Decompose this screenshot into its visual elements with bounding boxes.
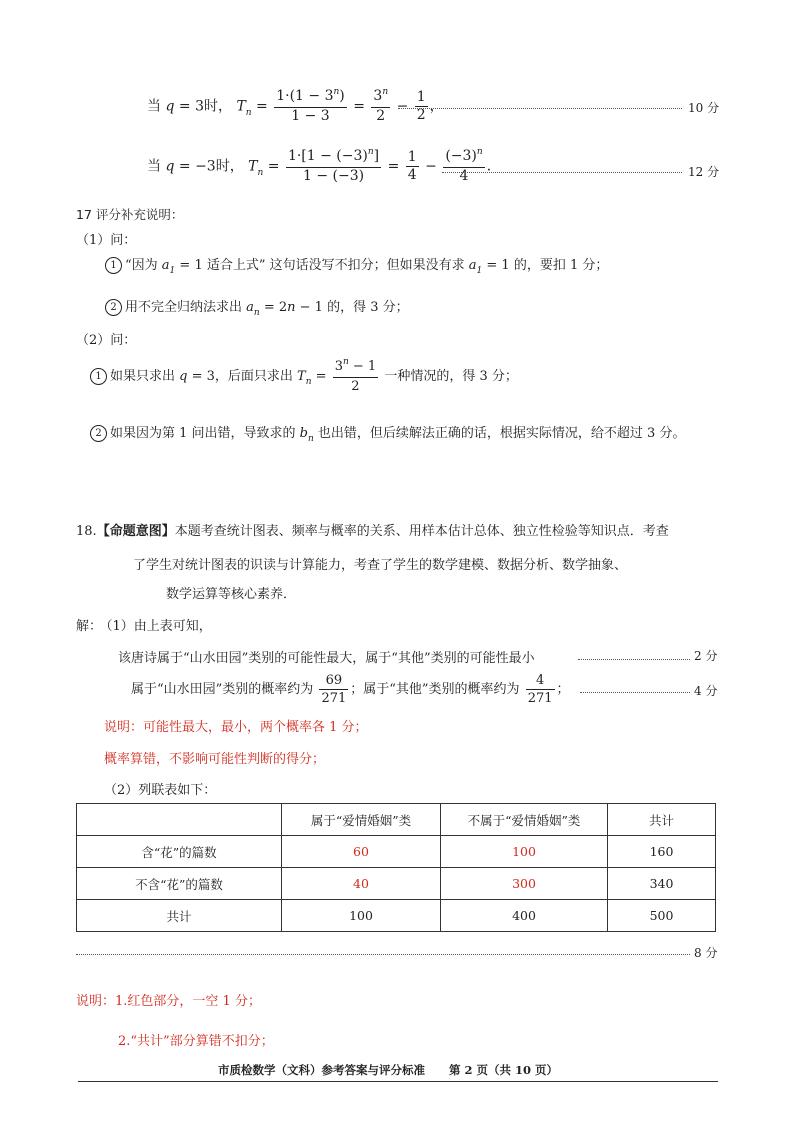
- footer-rule: [78, 1081, 718, 1082]
- dotted-leader: [76, 954, 690, 955]
- fraction: $\frac{4}{271}$: [527, 673, 553, 706]
- fraction: $\frac{1}{2}$: [416, 89, 426, 123]
- page-number: 第 2 页（共 10 页）: [449, 1063, 559, 1077]
- solution-label: 解： （1）由上表可知，: [76, 619, 212, 634]
- table-cell: 不含“花”的篇数: [77, 868, 282, 900]
- red-note-1: 说明：可能性最大，最小，两个概率各 1 分；: [104, 720, 368, 735]
- score-12: 12 分: [688, 165, 720, 179]
- dotted-leader: [580, 692, 690, 693]
- table-header-cell: [77, 804, 282, 836]
- circled-number: 2: [90, 425, 107, 442]
- formula-q3: 当 q = 3时， $T_n$ = $\frac{1\cdot(1 - 3^n)}{1 - 3}$ = $\frac{3^n}{2}$ − $\frac{1}{2}$ ，: [147, 87, 444, 124]
- table-header-row: [77, 804, 716, 836]
- notes17-item4: 2 如果因为第 1 问出错，导致求的 $b_n$ 也出错，但后续解法正确的话，根据实际情况，给不超过 3 分。: [90, 422, 685, 442]
- dotted-leader: [398, 108, 682, 109]
- notes17-title: 17 评分补充说明：: [76, 207, 184, 222]
- footer: [218, 1062, 558, 1078]
- solution-line2: 属于“山水田园”类别的概率约为 $\frac{69}{271}$ ；属于“其他”类别的概率约为 $\frac{4}{271}$ ；: [131, 673, 570, 706]
- table-cell: 500: [608, 900, 716, 932]
- contingency-table: [76, 803, 716, 932]
- circled-number: 1: [90, 368, 107, 385]
- q18-heading: 18.【命题意图】本题考查统计图表、频率与概率的关系、用样本估计总体、独立性检验等知识点．考查: [76, 524, 669, 539]
- fraction: $\frac{69}{271}$: [321, 673, 347, 706]
- solution-part2: （2）列联表如下：: [104, 783, 217, 798]
- table-header-cell: 不属于“爱情婚姻”类: [441, 804, 608, 836]
- table-cell: 含“花”的篇数: [77, 836, 282, 868]
- dotted-leader: [578, 659, 690, 660]
- score-4: 4 分: [694, 684, 718, 698]
- table-cell: 60: [282, 836, 441, 868]
- notes17-item1: 1 “因为 $a_1 = 1$ 适合上式” 这句话没写不扣分；但如果没有求 $a_1 = 1$ 的，要扣 1 分；: [105, 254, 608, 274]
- footer-title: 市质检数学（文科）参考答案与评分标准: [218, 1063, 425, 1077]
- fraction: $\frac{3^n}{2}$: [373, 87, 389, 124]
- score-10: 10 分: [688, 101, 720, 115]
- red-note-3: 说明：1.红色部分，一空 1 分；: [76, 994, 261, 1009]
- circled-number: 2: [105, 299, 122, 316]
- table-cell: 40: [282, 868, 441, 900]
- solution-line1: 该唐诗属于“山水田园”类别的可能性最大，属于“其他”类别的可能性最小: [118, 651, 535, 666]
- table-cell: 100: [441, 836, 608, 868]
- score-2: 2 分: [694, 649, 718, 663]
- dotted-leader: [442, 172, 682, 173]
- q18-intent-line2: 了学生对统计图表的识读与计算能力，考查了学生的数学建模、数据分析、数学抽象、: [133, 558, 628, 573]
- table-row: [77, 868, 716, 900]
- table-row: [77, 836, 716, 868]
- table-row: [77, 900, 716, 932]
- formula-qm3: 当 q = −3时， $T_n$ = $\frac{1\cdot[1 - (-3)^n]}{1 - (-3)}$ = $\frac{1}{4}$ − $\frac{(-3)^n}{4}$ ．: [147, 147, 501, 184]
- red-note-4: 2.“共计”部分算错不扣分；: [118, 1034, 274, 1049]
- circled-number: 1: [105, 257, 122, 274]
- fraction: $\frac{3^n - 1}{2}$: [334, 357, 377, 394]
- notes17-item3: 1 如果只求出 q = 3，后面只求出 $T_n$ = $\frac{3^n - 1}{2}$ 一种情况的，得 3 分；: [90, 358, 518, 395]
- table-header-cell: 共计: [608, 804, 716, 836]
- notes17-item2: 2 用不完全归纳法求出 $a_n = 2n - 1$ 的，得 3 分；: [105, 296, 409, 316]
- fraction: $\frac{1\cdot(1 - 3^n)}{1 - 3}$: [276, 87, 345, 124]
- red-note-2: 概率算错，不影响可能性判断的得分；: [104, 752, 326, 767]
- table-cell: 300: [441, 868, 608, 900]
- fraction: $\frac{1}{4}$: [407, 149, 417, 183]
- table-header-cell: 属于“爱情婚姻”类: [282, 804, 441, 836]
- table-cell: 160: [608, 836, 716, 868]
- table-cell: 100: [282, 900, 441, 932]
- table-cell: 340: [608, 868, 716, 900]
- table-cell: 共计: [77, 900, 282, 932]
- table-cell: 400: [441, 900, 608, 932]
- q18-intent-line3: 数学运算等核心素养．: [166, 587, 297, 602]
- notes17-part2: （2）问：: [76, 333, 137, 348]
- score-8: 8 分: [694, 946, 718, 960]
- fraction: $\frac{1\cdot[1 - (-3)^n]}{1 - (-3)}$: [287, 147, 380, 184]
- fraction: $\frac{(-3)^n}{4}$: [445, 147, 483, 184]
- notes17-part1: （1）问：: [76, 233, 137, 248]
